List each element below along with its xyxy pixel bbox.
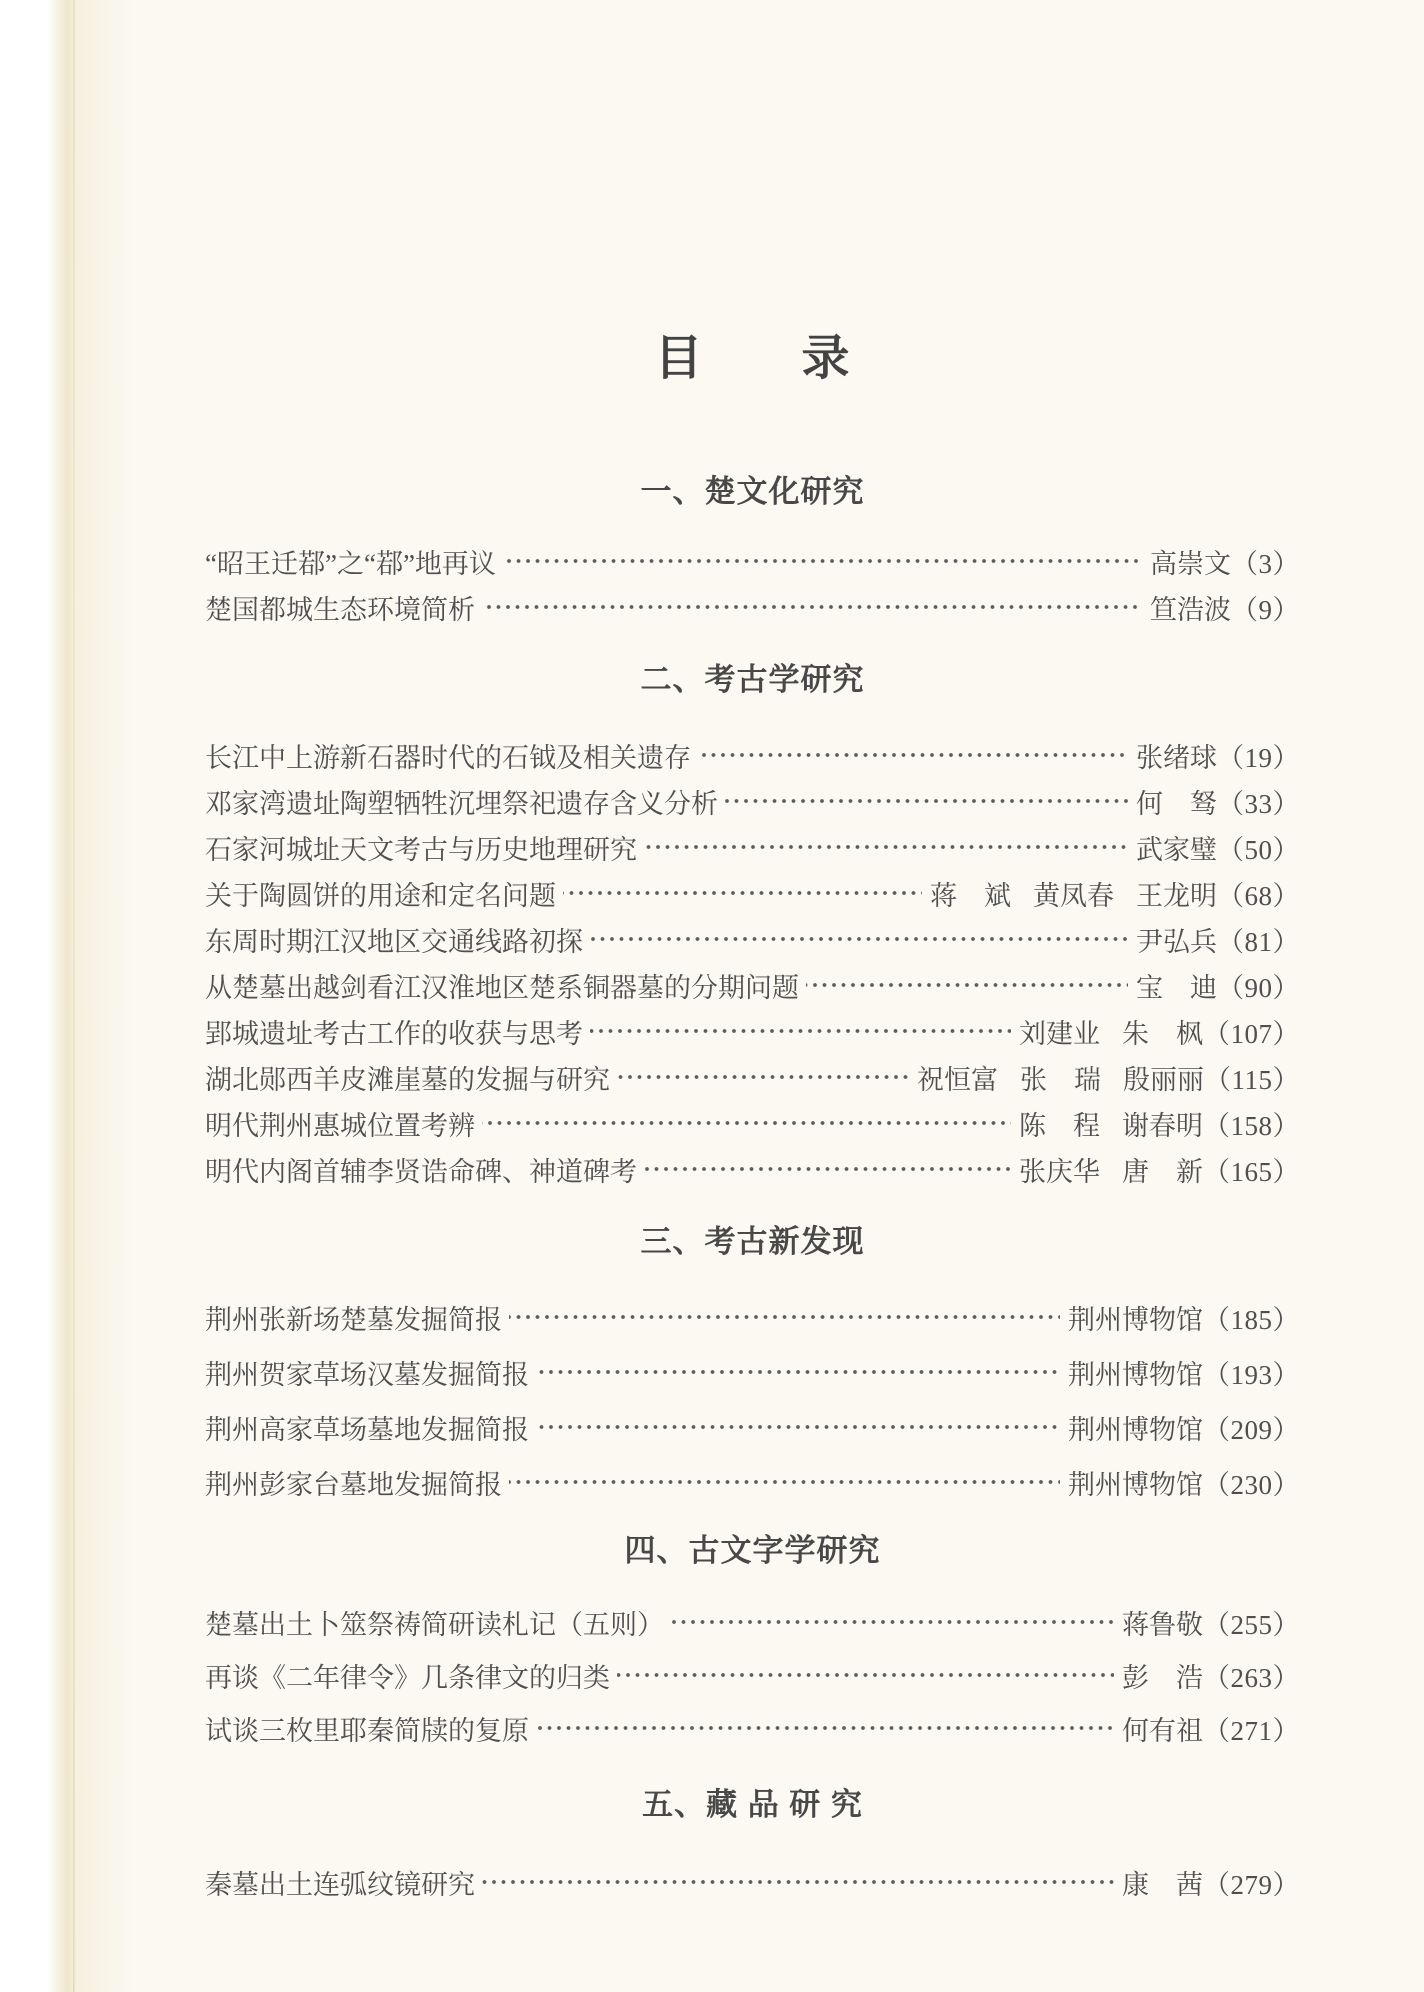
entry-authors (1068, 1353, 1203, 1392)
entry-author: 何有祖 (1122, 1715, 1203, 1746)
entry-author: 张庆华 (1019, 1156, 1100, 1187)
entry-page-number: （115） (1204, 1064, 1300, 1095)
dot-leader (509, 1294, 1060, 1340)
section-entries (205, 1859, 1300, 1905)
entry-page-number: （271） (1203, 1715, 1300, 1746)
entry-page-number: （165） (1203, 1156, 1300, 1187)
entry-page-number: （158） (1203, 1110, 1300, 1141)
page-edge-line (73, 0, 75, 1992)
entry-author: 蒋 斌 (930, 880, 1011, 911)
section-entries (205, 538, 1300, 630)
toc-entry-row (205, 732, 1300, 778)
entry-author: 康 茜 (1122, 1869, 1203, 1900)
entry-page-number: （209） (1203, 1414, 1300, 1445)
entry-author: 王龙明 (1136, 880, 1217, 911)
dot-leader (563, 870, 922, 916)
dot-leader (617, 1054, 909, 1100)
entry-author: 高崇文 (1150, 548, 1231, 579)
entry-page-number: （9） (1231, 594, 1300, 625)
entry-author: 陈 程 (1019, 1110, 1100, 1141)
entry-author: 刘建业 (1019, 1018, 1100, 1049)
entry-authors (1136, 782, 1217, 821)
entry-authors (1019, 1104, 1203, 1143)
toc-entry-row (205, 1294, 1300, 1340)
dot-leader (806, 962, 1128, 1008)
entry-title: 秦墓出土连弧纹镜研究 (205, 1869, 475, 1900)
dot-leader (725, 778, 1128, 824)
entry-page-number: （230） (1203, 1469, 1300, 1500)
toc-section (205, 658, 1300, 1192)
entry-authors (1136, 920, 1217, 959)
toc-content (205, 0, 1300, 1905)
entry-author: 宝 迪 (1136, 972, 1217, 1003)
entry-title: 明代荆州惠城位置考辨 (205, 1110, 475, 1141)
section-heading: 五、藏 品 研 究 (642, 1787, 863, 1822)
dot-leader (698, 732, 1128, 778)
section-entries (205, 1294, 1300, 1505)
entry-authors (1068, 1408, 1203, 1447)
entry-title: 再谈《二年律令》几条律文的归类 (205, 1662, 610, 1693)
dot-leader (482, 1100, 1011, 1146)
entry-authors (1122, 1863, 1203, 1902)
section-heading: 三、考古新发现 (640, 1224, 865, 1259)
toc-entry-row (205, 870, 1300, 916)
entry-page-number: （255） (1203, 1609, 1300, 1640)
toc-entry-row (205, 584, 1300, 630)
dot-leader (671, 1599, 1114, 1645)
page-title: 目 录 (654, 332, 851, 385)
entry-author: 彭 浩 (1122, 1662, 1203, 1693)
entry-author: 荆州博物馆 (1068, 1304, 1203, 1335)
dot-leader (536, 1349, 1060, 1395)
entry-authors (917, 1058, 1204, 1097)
page-edge-shading (0, 0, 74, 1992)
entry-title: 荆州高家草场墓地发掘简报 (205, 1414, 529, 1445)
entry-page-number: （185） (1203, 1304, 1300, 1335)
entry-authors (1136, 736, 1217, 775)
dot-leader (590, 916, 1128, 962)
entry-authors (1068, 1463, 1203, 1502)
entry-title: 长江中上游新石器时代的石钺及相关遗存 (205, 742, 691, 773)
entry-author: 朱 枫 (1122, 1018, 1203, 1049)
entry-authors (1122, 1656, 1203, 1695)
entry-author: 笪浩波 (1150, 594, 1231, 625)
toc-entry-row (205, 824, 1300, 870)
section-heading: 四、古文字学研究 (624, 1533, 881, 1568)
toc-section (205, 470, 1300, 630)
toc-entry-row (205, 1652, 1300, 1698)
entry-authors (1150, 588, 1231, 627)
entry-page-number: （193） (1203, 1359, 1300, 1390)
entry-title: 邓家湾遗址陶塑牺牲沉埋祭祀遗存含义分析 (205, 788, 718, 819)
toc-entry-row (205, 778, 1300, 824)
dot-leader (503, 538, 1142, 584)
entry-author: 荆州博物馆 (1068, 1469, 1203, 1500)
entry-author: 祝恒富 (917, 1064, 998, 1095)
entry-title: 关于陶圆饼的用途和定名问题 (205, 880, 556, 911)
entry-authors (1150, 542, 1231, 581)
entry-author: 张绪球 (1136, 742, 1217, 773)
entry-authors (1019, 1150, 1203, 1189)
entry-page-number: （90） (1217, 972, 1300, 1003)
dot-leader (536, 1705, 1114, 1751)
entry-title: 荆州贺家草场汉墓发掘简报 (205, 1359, 529, 1390)
entry-authors (1122, 1603, 1203, 1642)
dot-leader (617, 1652, 1114, 1698)
entry-authors (1122, 1709, 1203, 1748)
entry-authors (930, 874, 1217, 913)
toc-entry-row (205, 1459, 1300, 1505)
dot-leader (482, 584, 1142, 630)
entry-author: 谢春明 (1122, 1110, 1203, 1141)
dot-leader (536, 1404, 1060, 1450)
entry-title: 湖北郧西羊皮滩崖墓的发掘与研究 (205, 1064, 610, 1095)
toc-entry-row (205, 1054, 1300, 1100)
toc-entry-row (205, 1859, 1300, 1905)
entry-author: 蒋鲁敬 (1122, 1609, 1203, 1640)
entry-title: 明代内阁首辅李贤诰命碑、神道碑考 (205, 1156, 637, 1187)
entry-authors (1136, 828, 1217, 867)
entry-authors (1068, 1298, 1203, 1337)
entry-page-number: （107） (1203, 1018, 1300, 1049)
toc-section (205, 1529, 1300, 1751)
section-heading: 一、楚文化研究 (640, 474, 865, 509)
entry-page-number: （3） (1231, 548, 1300, 579)
entry-author: 荆州博物馆 (1068, 1359, 1203, 1390)
entry-author: 何 驽 (1136, 788, 1217, 819)
entry-page-number: （263） (1203, 1662, 1300, 1693)
section-heading: 二、考古学研究 (640, 662, 865, 697)
toc-entry-row (205, 538, 1300, 584)
entry-authors (1136, 966, 1217, 1005)
toc-entry-row (205, 1100, 1300, 1146)
toc-section (205, 1220, 1300, 1505)
entry-title: “昭王迁鄀”之“鄀”地再议 (205, 548, 496, 579)
dot-leader (644, 824, 1128, 870)
toc-section (205, 1783, 1300, 1905)
entry-title: 东周时期江汉地区交通线路初探 (205, 926, 583, 957)
entry-author: 唐 新 (1122, 1156, 1203, 1187)
toc-entry-row (205, 1705, 1300, 1751)
entry-title: 楚墓出土卜筮祭祷简研读札记（五则） (205, 1609, 664, 1640)
entry-title: 试谈三枚里耶秦简牍的复原 (205, 1715, 529, 1746)
toc-entry-row (205, 916, 1300, 962)
section-entries (205, 732, 1300, 1192)
entry-title: 从楚墓出越剑看江汉淮地区楚系铜器墓的分期问题 (205, 972, 799, 1003)
toc-entry-row (205, 1404, 1300, 1450)
entry-page-number: （279） (1203, 1869, 1300, 1900)
entry-author: 张 瑞 (1020, 1064, 1101, 1095)
toc-entry-row (205, 1146, 1300, 1192)
entry-author: 殷丽丽 (1123, 1064, 1204, 1095)
entry-author: 武家璧 (1136, 834, 1217, 865)
entry-author: 黄凤春 (1033, 880, 1114, 911)
entry-title: 荆州彭家台墓地发掘简报 (205, 1469, 502, 1500)
toc-entry-row (205, 1008, 1300, 1054)
toc-entry-row (205, 1599, 1300, 1645)
entry-page-number: （33） (1217, 788, 1300, 819)
entry-page-number: （81） (1217, 926, 1300, 957)
entry-author: 尹弘兵 (1136, 926, 1217, 957)
entry-title: 郢城遗址考古工作的收获与思考 (205, 1018, 583, 1049)
entry-page-number: （68） (1217, 880, 1300, 911)
entry-title: 荆州张新场楚墓发掘简报 (205, 1304, 502, 1335)
entry-title: 楚国都城生态环境简析 (205, 594, 475, 625)
section-entries (205, 1599, 1300, 1751)
toc-entry-row (205, 1349, 1300, 1395)
dot-leader (509, 1459, 1060, 1505)
dot-leader (644, 1146, 1011, 1192)
dot-leader (590, 1008, 1011, 1054)
entry-page-number: （19） (1217, 742, 1300, 773)
entry-author: 荆州博物馆 (1068, 1414, 1203, 1445)
toc-entry-row (205, 962, 1300, 1008)
entry-title: 石家河城址天文考古与历史地理研究 (205, 834, 637, 865)
entry-authors (1019, 1012, 1203, 1051)
toc-sections (205, 470, 1300, 1905)
dot-leader (482, 1859, 1114, 1905)
entry-page-number: （50） (1217, 834, 1300, 865)
